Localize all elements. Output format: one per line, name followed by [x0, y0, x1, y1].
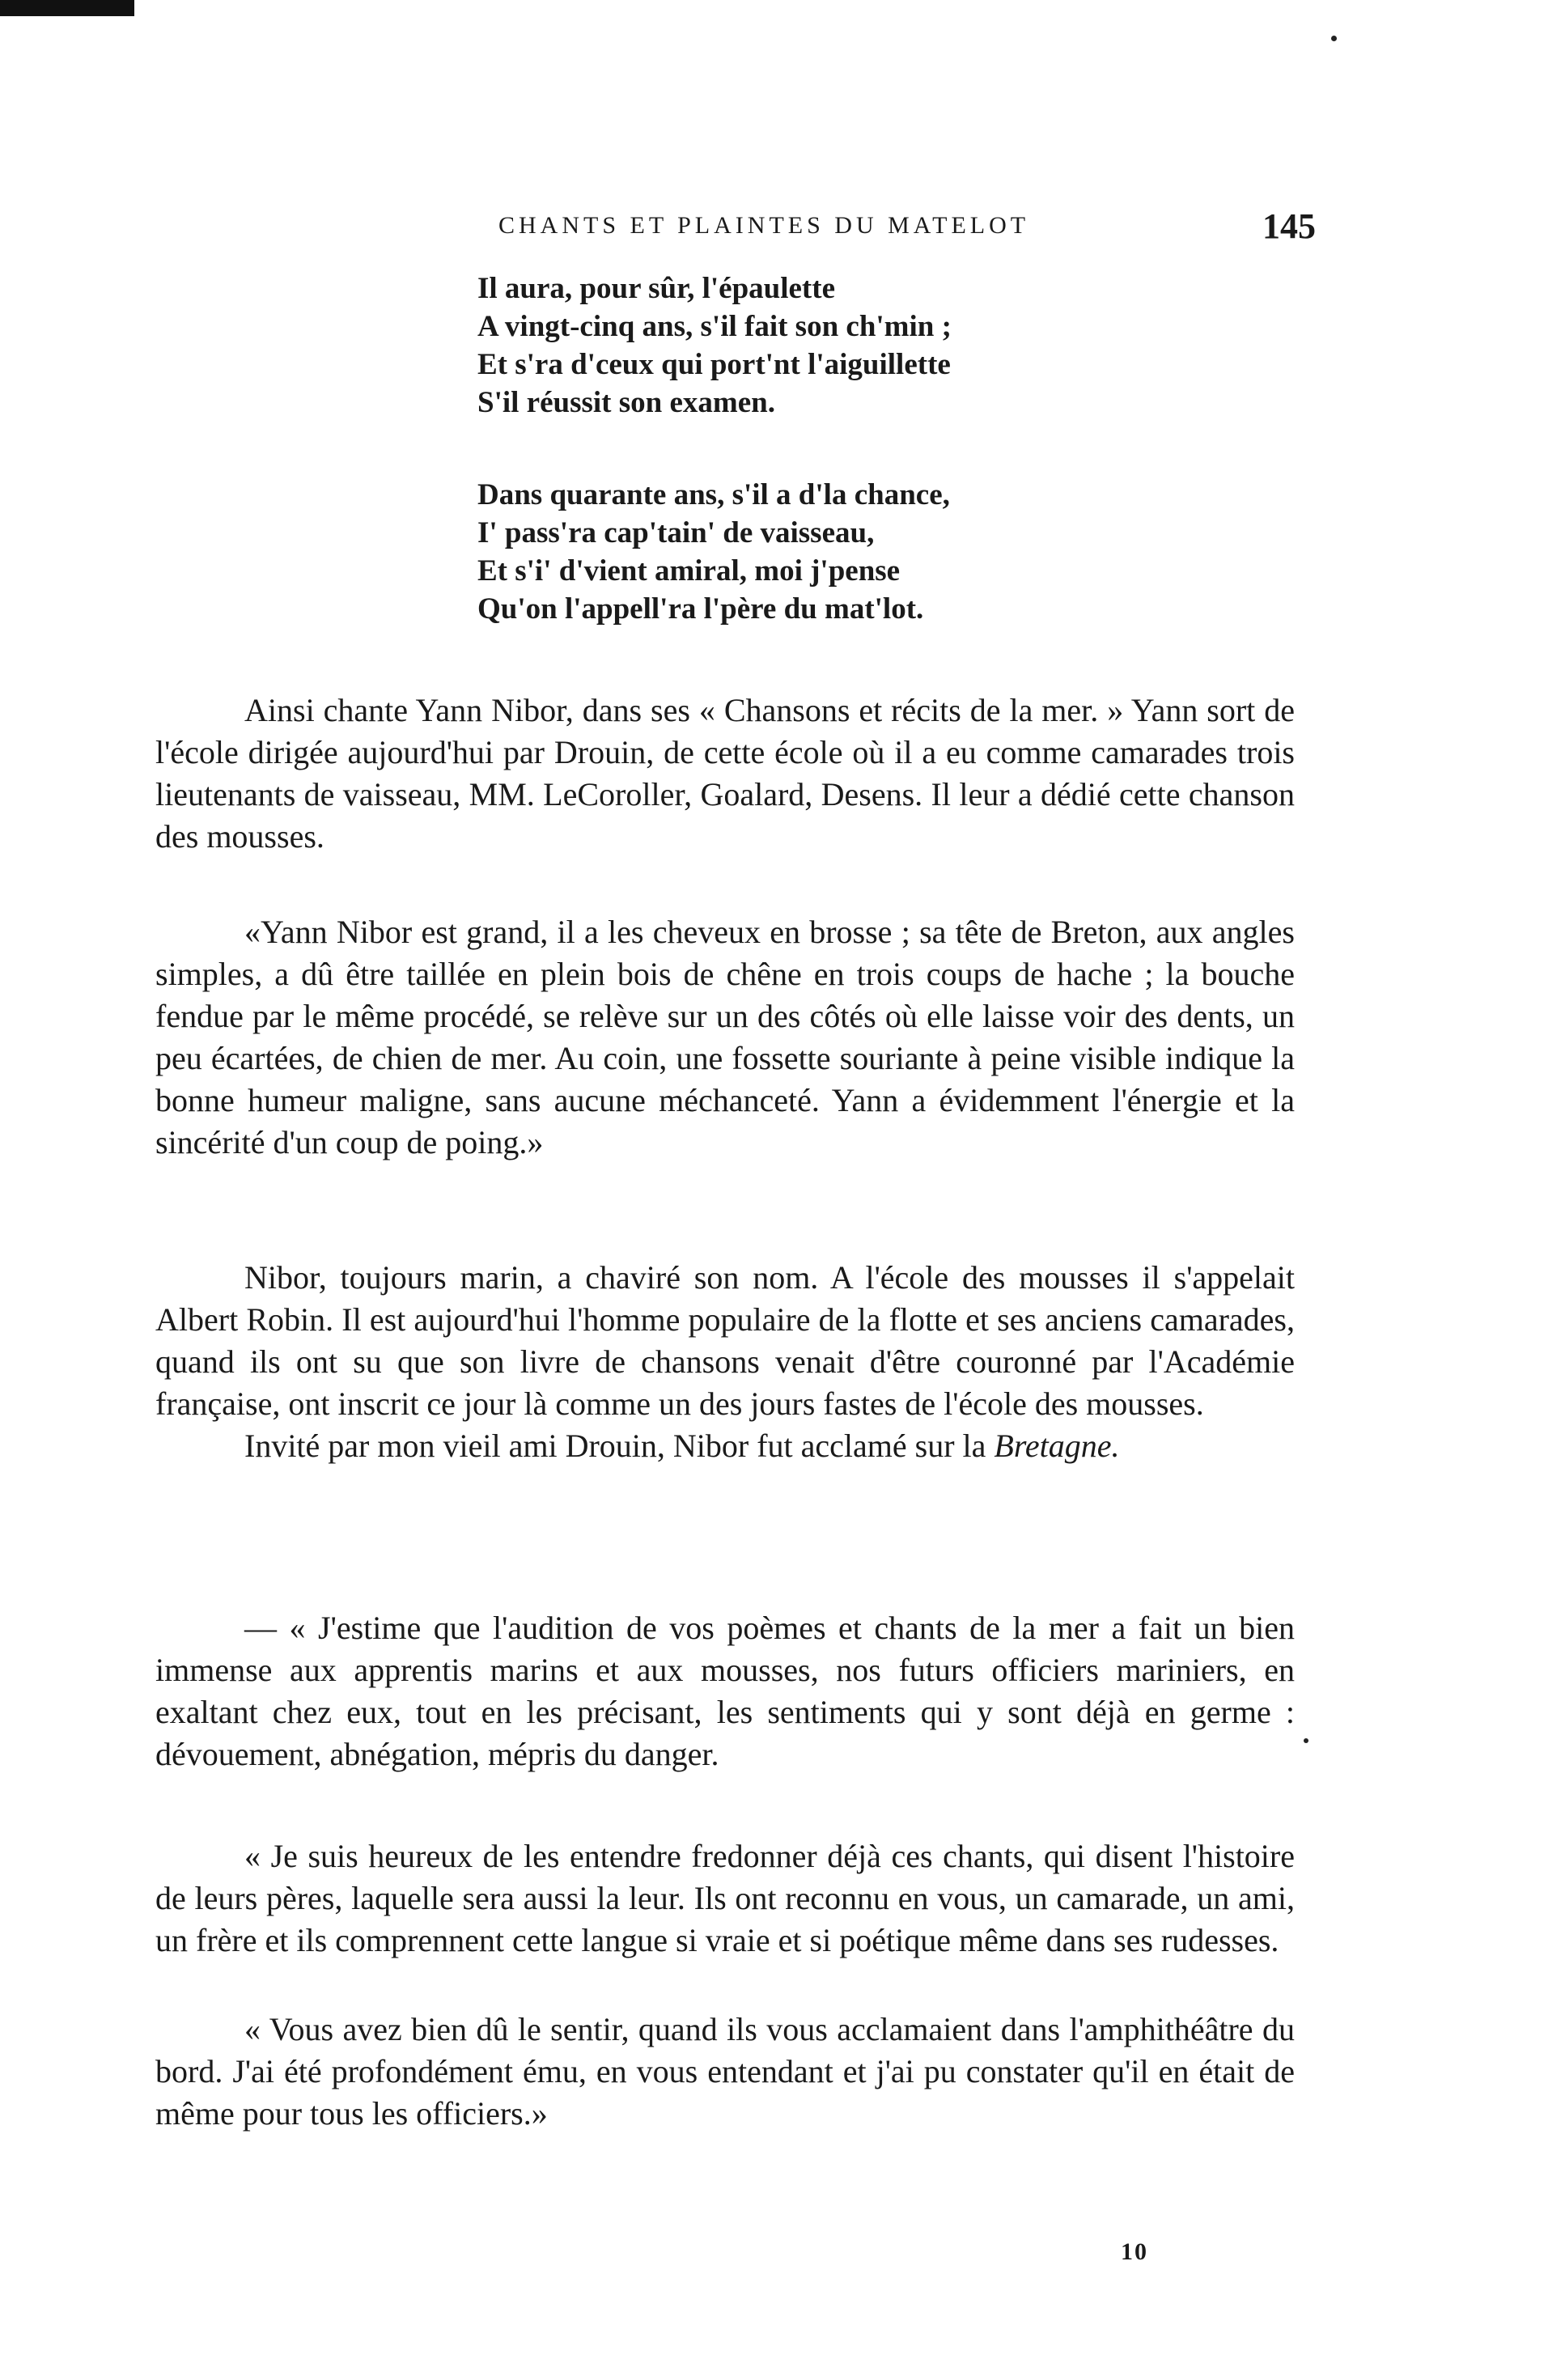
verse-stanza: [477, 476, 950, 628]
paragraph-block: [155, 2009, 1295, 2135]
speech-paragraph: « Je suis heureux de les entendre fredonner déjà ces chants, qui disent l'histoire de leurs pères, laquelle sera aussi la leur. Ils ont reconnu en vous, un camarade, un ami, un frère et ils comprennent cette langue si vraie et si poétique même dans ses rudesses.: [155, 1838, 1295, 1958]
invite-paragraph: [155, 1425, 1295, 1467]
scan-speck: [1304, 1738, 1308, 1743]
verse-line: A vingt-cinq ans, s'il fait son ch'min ;: [477, 310, 952, 343]
paragraph-block: [155, 1257, 1295, 1467]
verse-line: Qu'on l'appell'ra l'père du mat'lot.: [477, 592, 924, 626]
scan-speck: [1331, 36, 1337, 41]
paragraph-block: [155, 1835, 1295, 1962]
verse-line: Il aura, pour sûr, l'épaulette: [477, 272, 835, 305]
verse-line: Et s'i' d'vient amiral, moi j'pense: [477, 554, 901, 588]
page-number: 145: [1262, 206, 1316, 246]
verse-line: Dans quarante ans, s'il a d'la chance,: [477, 478, 950, 511]
paragraph-block: [155, 1607, 1295, 1775]
ship-name: Bretagne.: [994, 1428, 1120, 1464]
invite-text: Invité par mon vieil ami Drouin, Nibor fut acclamé sur la: [244, 1428, 995, 1464]
speech-paragraph: — « J'estime que l'audition de vos poèmes et chants de la mer a fait un bien immense aux apprentis marins et aux mousses, nos futurs officiers mariniers, en exaltant chez eux, tout en les précisant, les sentiments qui y sont déjà en germe : dévouement, abnégation, mépris du danger.: [155, 1610, 1295, 1772]
running-title: CHANTS ET PLAINTES DU MATELOT: [498, 212, 1030, 239]
body-paragraph: Nibor, toujours marin, a chaviré son nom. A l'école des mousses il s'appelait Albert Robin. Il est aujourd'hui l'homme populaire de la flotte et ses anciens camarades, quand ils ont su que son livre de chansons venait d'être couronné par l'Académie française, ont inscrit ce jour là comme un des jours fastes de l'école des mousses.: [155, 1259, 1295, 1422]
verse-line: Et s'ra d'ceux qui port'nt l'aiguillette: [477, 348, 951, 381]
verse-line: I' pass'ra cap'tain' de vaisseau,: [477, 516, 875, 549]
paragraph-block: [155, 911, 1295, 1164]
body-paragraph: Ainsi chante Yann Nibor, dans ses « Chansons et récits de la mer. » Yann sort de l'école dirigée aujourd'hui par Drouin, de cette école où il a eu comme camarades trois lieutenants de vaisseau, MM. LeCoroller, Goalard, Desens. Il leur a dédié cette chanson des mousses.: [155, 692, 1295, 855]
paragraph-block: [155, 689, 1295, 858]
verse-line: S'il réussit son examen.: [477, 386, 775, 419]
speech-paragraph: « Vous avez bien dû le sentir, quand ils vous acclamaient dans l'amphithéâtre du bord. J'ai été profondément ému, en vous entendant et j'ai pu constater qu'il en était de même pour tous les officiers.»: [155, 2011, 1295, 2132]
verse-stanza: [477, 269, 952, 422]
signature-mark: 10: [1121, 2238, 1148, 2265]
page-header: [498, 206, 1316, 261]
scan-corner-mark: [0, 0, 134, 16]
quoted-portrait-paragraph: «Yann Nibor est grand, il a les cheveux en brosse ; sa tête de Breton, aux angles simples, a dû être taillée en plein bois de chêne en trois coups de hache ; la bouche fendue par le même procédé, se relève sur un des côtés où elle laisse voir des dents, un peu écartées, de chien de mer. Au coin, une fossette souriante à peine visible indique la bonne humeur maligne, sans aucune méchanceté. Yann a évidemment l'énergie et la sincérité d'un coup de poing.»: [155, 914, 1295, 1160]
